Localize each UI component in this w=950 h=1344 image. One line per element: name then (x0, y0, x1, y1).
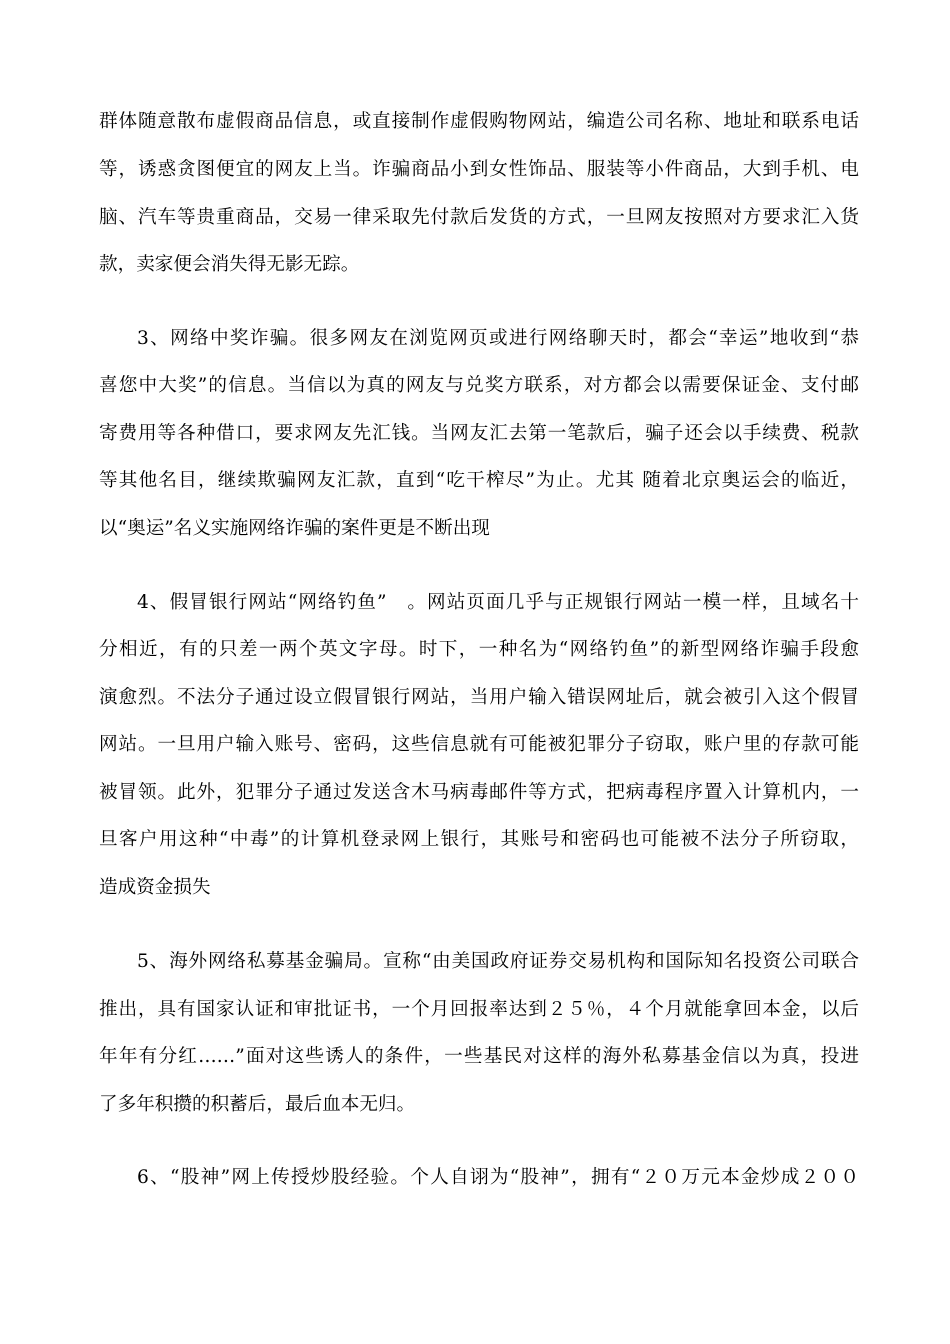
text-line: 被冒领。此外，犯罪分子通过发送含木马病毒邮件等方式，把病毒程序置入计算机内，一 (99, 782, 859, 803)
text-line: 年年有分红……”面对这些诱人的条件，一些基民对这样的海外私募基金信以为真，投进 (99, 1046, 859, 1067)
text-line: 演愈烈。不法分子通过设立假冒银行网站，当用户输入错误网址后，就会被引入这个假冒 (99, 687, 859, 708)
text-line: 网站。一旦用户输入账号、密码，这些信息就有可能被犯罪分子窃取，账户里的存款可能 (99, 734, 859, 755)
text-line: 了多年积攒的积蓄后，最后血本无归。 (99, 1094, 416, 1115)
text-line: 等其他名目，继续欺骗网友汇款，直到“吃干榨尽”为止。尤其 随着北京奥运会的临近， (99, 470, 859, 491)
paragraph-start-line: 5、海外网络私募基金骗局。宣称“由美国政府证券交易机构和国际知名投资公司联合 (137, 951, 859, 972)
text-line: 款，卖家便会消失得无影无踪。 (99, 254, 360, 275)
paragraph-start-line: 6、“股神”网上传授炒股经验。个人自诩为“股神”，拥有“２０万元本金炒成２００ (137, 1167, 859, 1188)
text-line: 喜您中大奖”的信息。当信以为真的网友与兑奖方联系，对方都会以需要保证金、支付邮 (99, 375, 859, 396)
text-line: 群体随意散布虚假商品信息，或直接制作虚假购物网站，编造公司名称、地址和联系电话 (99, 111, 859, 132)
text-line: 以“奥运”名义实施网络诈骗的案件更是不断出现 (99, 518, 490, 539)
text-line: 等，诱惑贪图便宜的网友上当。诈骗商品小到女性饰品、服装等小件商品，大到手机、电 (99, 159, 859, 180)
text-line: 脑、汽车等贵重商品，交易一律采取先付款后发货的方式，一旦网友按照对方要求汇入货 (99, 207, 859, 228)
paragraph-start-line: 3、网络中奖诈骗。很多网友在浏览网页或进行网络聊天时，都会“幸运”地收到“恭 (137, 328, 859, 349)
text-line: 造成资金损失 (99, 877, 211, 898)
text-line: 旦客户用这种“中毒”的计算机登录网上银行，其账号和密码也可能被不法分子所窃取， (99, 829, 859, 850)
paragraph-start-line: 4、假冒银行网站“网络钓鱼” 。网站页面几乎与正规银行网站一模一样，且域名十 (137, 592, 859, 613)
text-line: 寄费用等各种借口，要求网友先汇钱。当网友汇去第一笔款后，骗子还会以手续费、税款 (99, 423, 859, 444)
text-line: 分相近，有的只差一两个英文字母。时下，一种名为“网络钓鱼”的新型网络诈骗手段愈 (99, 639, 859, 660)
text-line: 推出，具有国家认证和审批证书，一个月回报率达到２５％，４个月就能拿回本金，以后 (99, 999, 859, 1020)
